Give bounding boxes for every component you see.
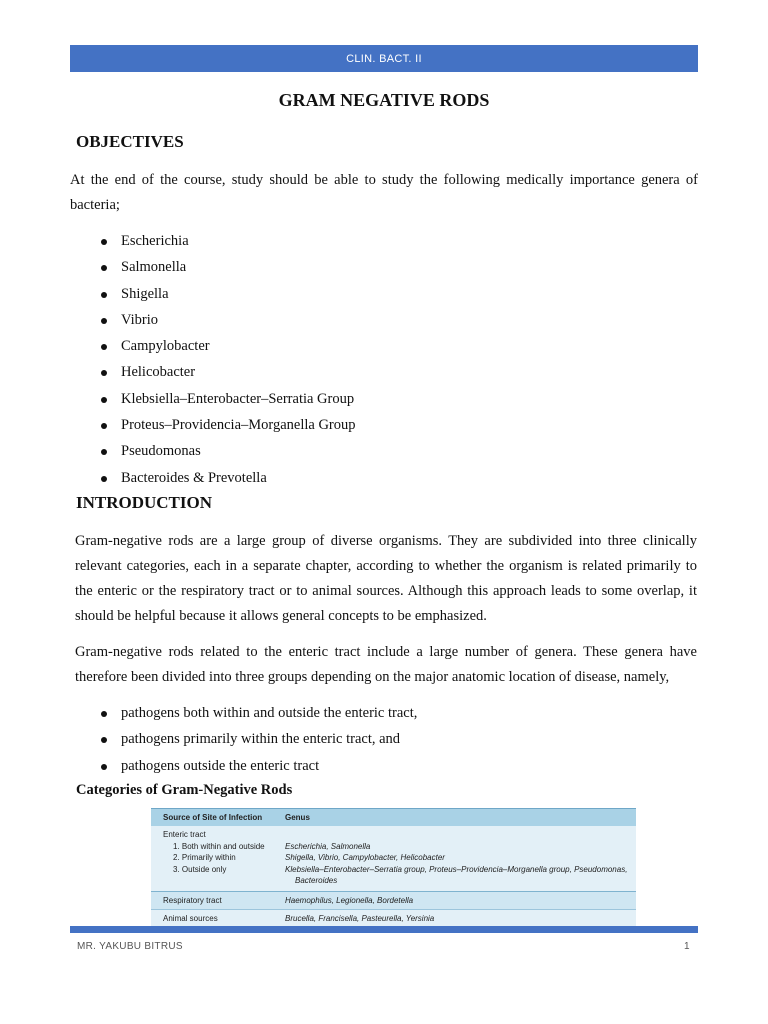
header-text: CLIN. BACT. II: [346, 52, 422, 65]
list-item: Bacteroides & Prevotella: [101, 465, 356, 491]
list-item: Klebsiella–Enterobacter–Serratia Group: [101, 386, 356, 412]
table-row: [151, 891, 636, 909]
list-item: Pseudomonas: [101, 438, 356, 464]
source-cell: Respiratory tract: [163, 895, 222, 905]
genus-cell: Escherichia, Salmonella: [285, 841, 371, 851]
list-item: pathogens primarily within the enteric tract, and: [101, 726, 417, 752]
page-number: 1: [684, 941, 690, 952]
objectives-list: [101, 228, 356, 491]
running-header: [70, 45, 698, 72]
pathogen-groups-list: [101, 700, 417, 779]
genus-cell: Brucella, Francisella, Pasteurella, Yersinia: [285, 913, 435, 923]
column-header-source: Source of Site of Infection: [163, 813, 263, 822]
source-cell: 2. Primarily within: [173, 853, 236, 862]
enteric-tract-group: [151, 826, 636, 891]
list-item: Proteus–Providencia–Morganella Group: [101, 412, 356, 438]
list-item: Shigella: [101, 281, 356, 307]
document-title: GRAM NEGATIVE RODS: [278, 90, 490, 110]
source-cell: Animal sources: [163, 913, 218, 923]
source-cell: 1. Both within and outside: [173, 841, 265, 851]
table-row: [151, 864, 636, 887]
table-row: [151, 829, 636, 841]
genus-cell-continued: Bacteroides: [295, 876, 338, 885]
table-header-row: [151, 809, 636, 826]
source-cell: 3. Outside only: [173, 864, 227, 874]
gram-negative-table: [151, 808, 636, 928]
genus-cell: Shigella, Vibrio, Campylobacter, Helicobacter: [285, 853, 445, 862]
footer-author: MR. YAKUBU BITRUS: [77, 941, 183, 952]
introduction-paragraph-1: Gram-negative rods are a large group of diverse organisms. They are subdivided into three clinically relevant categories, each in a separate chapter, according to whether the organism is related primarily to the enteric or the respiratory tract or to animal sources. Although this approach leads to some overlap, it should be helpful because it allows general concepts to be emphasized.: [75, 533, 697, 624]
objectives-intro: At the end of the course, study should be able to study the following medically importance genera of bacteria;: [70, 172, 698, 213]
list-item: pathogens outside the enteric tract: [101, 753, 417, 779]
list-item: Escherichia: [101, 228, 356, 254]
list-item: pathogens both within and outside the enteric tract,: [101, 700, 417, 726]
list-item: Salmonella: [101, 254, 356, 280]
list-item: Helicobacter: [101, 359, 356, 385]
column-header-genus: Genus: [285, 813, 310, 822]
list-item: Vibrio: [101, 307, 356, 333]
footer-rule: [70, 926, 698, 933]
table-row: [151, 909, 636, 927]
table-row: [151, 852, 636, 864]
genus-cell: Klebsiella–Enterobacter–Serratia group, Proteus–Providencia–Morganella group, Pseudomonas,: [285, 864, 628, 874]
introduction-heading: INTRODUCTION: [76, 493, 213, 512]
group-label: Enteric tract: [163, 830, 206, 839]
introduction-paragraph-2: Gram-negative rods related to the enteric tract include a large number of genera. These genera have therefore been divided into three groups depending on the major anatomic location of disease, namely,: [75, 644, 697, 685]
genus-cell: Haemophilus, Legionella, Bordetella: [285, 895, 414, 905]
table-row: [151, 841, 636, 853]
objectives-heading: OBJECTIVES: [76, 132, 184, 151]
table-caption: Categories of Gram-Negative Rods: [76, 782, 293, 798]
list-item: Campylobacter: [101, 333, 356, 359]
